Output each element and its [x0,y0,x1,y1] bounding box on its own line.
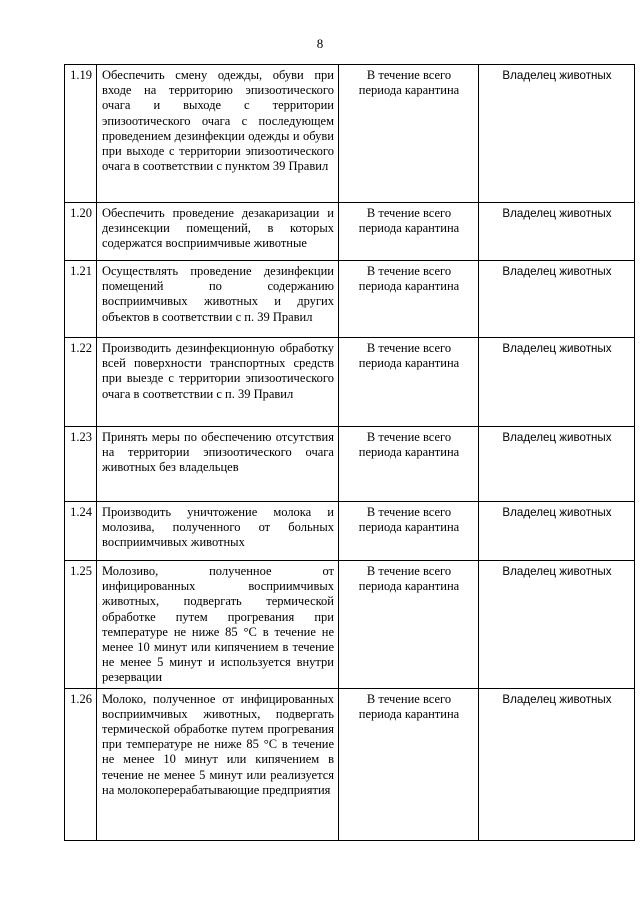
term-cell [339,427,479,502]
quarantine-measures-table [64,64,635,841]
term-cell [339,338,479,427]
term-text: В течение всего периода карантина [358,430,460,460]
row-number: 1.22 [65,338,97,427]
term-cell [339,65,479,203]
action-cell: Осуществлять проведение дезинфекции помещений по содержанию восприимчивых животных и других объектов в соответствии с п. 39 Правил [97,261,339,338]
term-cell [339,261,479,338]
action-cell: Молозиво, полученное от инфицированных восприимчивых животных, подвергать термической обработке путем прогревания при температуре не ниже 85 °С в течение не менее 10 минут или кипячением в течение не менее 5 минут и используется внутри резервации [97,561,339,689]
term-cell [339,561,479,689]
table-row [65,561,635,689]
action-cell: Молоко, полученное от инфицированных восприимчивых животных, подвергать термической обработке путем прогревания при температуре не ниже 85 °С в течение не менее 10 минут или кипячением в течение не менее 5 минут или реализуется на молокоперерабатывающие предприятия [97,688,339,840]
table-row [65,688,635,840]
table-row [65,427,635,502]
row-number: 1.26 [65,688,97,840]
table-row [65,261,635,338]
table-row [65,338,635,427]
term-cell [339,502,479,561]
responsible-cell: Владелец животных [479,65,635,203]
term-cell [339,203,479,261]
table-row [65,203,635,261]
row-number: 1.23 [65,427,97,502]
action-cell: Производить дезинфекционную обработку всей поверхности транспортных средств при выезде с территории эпизоотического очага в соответствии с п. 39 Правил [97,338,339,427]
responsible-cell: Владелец животных [479,502,635,561]
row-number: 1.25 [65,561,97,689]
row-number: 1.19 [65,65,97,203]
responsible-cell: Владелец животных [479,688,635,840]
responsible-cell: Владелец животных [479,561,635,689]
page-number: 8 [316,36,324,51]
term-text: В течение всего периода карантина [358,264,460,294]
table-row [65,65,635,203]
term-text: В течение всего периода карантина [358,691,460,721]
table-row [65,502,635,561]
row-number: 1.20 [65,203,97,261]
row-number: 1.21 [65,261,97,338]
term-cell [339,688,479,840]
term-text: В течение всего периода карантина [358,564,460,594]
action-cell: Обеспечить проведение дезакаризации и дезинсекции помещений, в которых содержатся восприимчивые животные [97,203,339,261]
term-text: В течение всего периода карантина [358,68,460,98]
action-cell: Принять меры по обеспечению отсутствия на территории эпизоотического очага животных без владельцев [97,427,339,502]
responsible-cell: Владелец животных [479,203,635,261]
responsible-cell: Владелец животных [479,427,635,502]
action-cell: Обеспечить смену одежды, обуви при входе на территорию эпизоотического очага и выходе с территории эпизоотического очага с последующем проведением дезинфекции одежды и обуви при выходе с территории эпизоотического очага в соответствии с пунктом 39 Правил [97,65,339,203]
responsible-cell: Владелец животных [479,261,635,338]
responsible-cell: Владелец животных [479,338,635,427]
term-text: В течение всего периода карантина [358,505,460,535]
action-cell: Производить уничтожение молока и молозива, полученного от больных восприимчивых животных [97,502,339,561]
row-number: 1.24 [65,502,97,561]
term-text: В течение всего периода карантина [358,206,460,236]
term-text: В течение всего периода карантина [358,341,460,371]
